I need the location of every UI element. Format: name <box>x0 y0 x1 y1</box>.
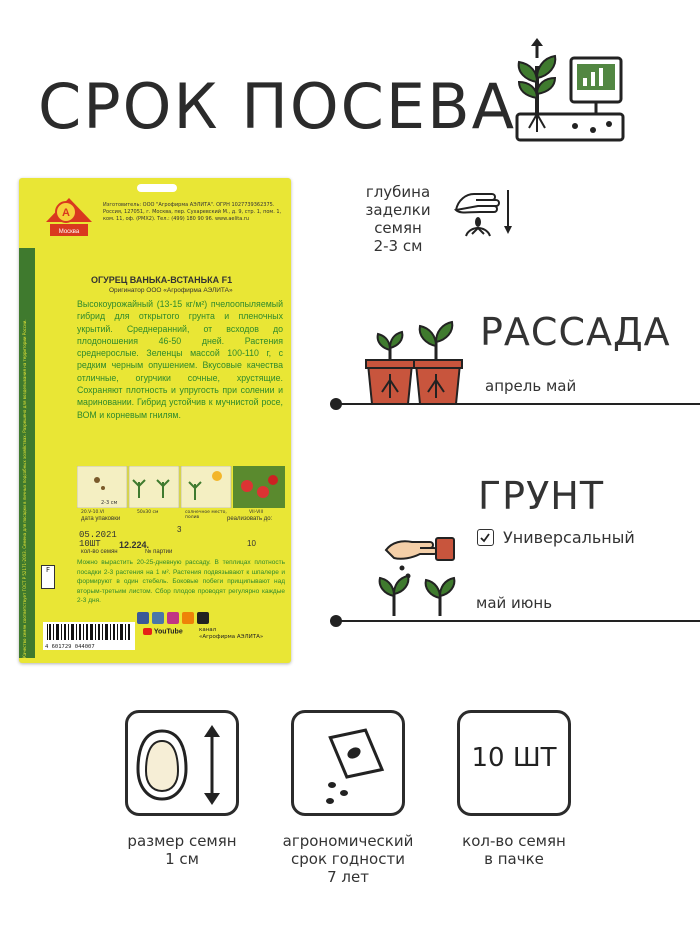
growing-advice: Можно вырастить 20-25-дневную рассаду. В теплицах плотность посадки 2-3 растения на 1 м². Растения подвязывают к шпалере и формируют в один стебель. Боковые побеги прищипывают над вторым-третьим листом. Сбор плодов проводят регулярно каждые 2-3 дня. <box>77 559 285 604</box>
variety-name: ОГУРЕЦ ВАНЬКА-ВСТАНЬКА F1 <box>91 275 233 285</box>
seed-size-card <box>125 710 239 816</box>
seed-count-caption: кол-во семян в пачке <box>462 832 566 868</box>
brand-text: Москва <box>58 229 80 235</box>
sowing-label-3: солнечное место, полив <box>185 510 227 520</box>
rassada-months: апрель май <box>485 377 577 395</box>
hand-seed-depth-icon <box>452 182 516 242</box>
seed-size-icon <box>128 713 236 813</box>
seed-size-caption: размер семян 1 см <box>127 832 237 868</box>
odnoklassniki-icon <box>182 612 194 624</box>
instagram-icon <box>167 612 179 624</box>
grunt-months: май июнь <box>476 594 553 612</box>
social-icons <box>137 612 209 624</box>
seedling-growth-chart-icon <box>515 36 625 148</box>
svg-text:A: A <box>62 207 70 219</box>
shelf-life-caption: агрономический срок годности 7 лет <box>282 832 414 886</box>
seed-count-label: кол-во семян <box>81 549 118 555</box>
seed-count: 10ШТ <box>79 539 101 549</box>
sowing-label-2: 50х30 см <box>137 510 159 515</box>
aelita-logo <box>44 196 94 240</box>
originator: Оригинатор ООО «Агрофирма АЭЛИТА» <box>109 287 233 294</box>
rassada-heading: РАССАДА <box>480 310 671 354</box>
rassada-timeline <box>338 403 700 405</box>
hand-planting-icon <box>372 528 468 620</box>
pack-date-label: дата упаковки <box>81 516 121 522</box>
grunt-timeline-dot <box>330 615 342 627</box>
youtube-label: YouTube <box>143 628 183 635</box>
packet-side-text: Качество семян соответствует ГОСТ Р 52171-2003. Семена для посадки в личных подсобных хозяйствах. Разрешено для возделывания на территории России. <box>22 319 27 658</box>
batch-number: 12.224. <box>119 540 150 550</box>
page-title: СРОК ПОСЕВА <box>38 70 517 143</box>
channel-name: канал «Агрофирма АЭЛИТА» <box>199 627 264 640</box>
rassada-timeline-dot <box>330 398 342 410</box>
certification-logo: F <box>41 565 55 589</box>
sowing-label-4: VII-VIII <box>249 510 264 515</box>
seed-count-value: 10 ШТ <box>471 743 557 773</box>
soil-type: Универсальный <box>503 528 635 547</box>
seed-packet-icon <box>294 713 402 813</box>
seed-packet-image <box>19 178 291 663</box>
sowing-scheme-icons <box>77 466 285 508</box>
seedling-pots-icon <box>364 318 466 406</box>
grade-value: 3 <box>177 525 182 534</box>
vk-icon <box>152 612 164 624</box>
barcode-number: 4 601729 044007 <box>45 644 95 650</box>
sowing-depth-text: глубина заделки семян 2-3 см <box>365 183 431 255</box>
shelf-life-card <box>291 710 405 816</box>
batch-label: № партии <box>145 549 173 555</box>
sell-until-value: 10 <box>247 539 256 548</box>
barcode-bars-icon <box>43 622 135 642</box>
youtube-icon <box>143 628 152 635</box>
grunt-heading: ГРУНТ <box>478 474 605 518</box>
sowing-label-1: 20.V-10.VI <box>81 510 105 515</box>
checkbox-icon <box>477 529 494 546</box>
packet-hang-hole <box>137 184 177 192</box>
manufacturer-info: Изготовитель: ООО "Агрофирма АЭЛИТА". ОГРН 1027739362375. Россия, 127051, г. Москва, пер. Сухаревский М., д. 9, стр. 1, пом. 1, ком. 11, оф. (РМХ2). Тел.: (499) 180 90 96. www.aelita.ru <box>103 202 282 222</box>
sell-until-label: реализовать до: <box>227 516 273 522</box>
facebook-icon <box>137 612 149 624</box>
pack-date: 05.2021 <box>79 530 117 540</box>
sowing-depth-text: 2-3 см <box>101 500 118 506</box>
seed-count-card <box>457 710 571 816</box>
grunt-timeline <box>338 620 700 622</box>
variety-description: Высокоурожайный (13-15 кг/м²) пчелоопыляемый гибрид для открытого грунта и пленочных укрытий. Среднеранний, от всходов до плодоношения 46-50 дней. Растения среднерослые. Зеленцы массой 100-110 г, с редким черным опушением. Вкусовые качества отличные, огурчики сочные, хрустящие. Сохраняют плотность и упругость при солении и мариновании. Гибрид устойчив к мучнистой росе, ВОМ и корневым гнилям. <box>77 299 283 420</box>
plus-icon <box>197 612 209 624</box>
